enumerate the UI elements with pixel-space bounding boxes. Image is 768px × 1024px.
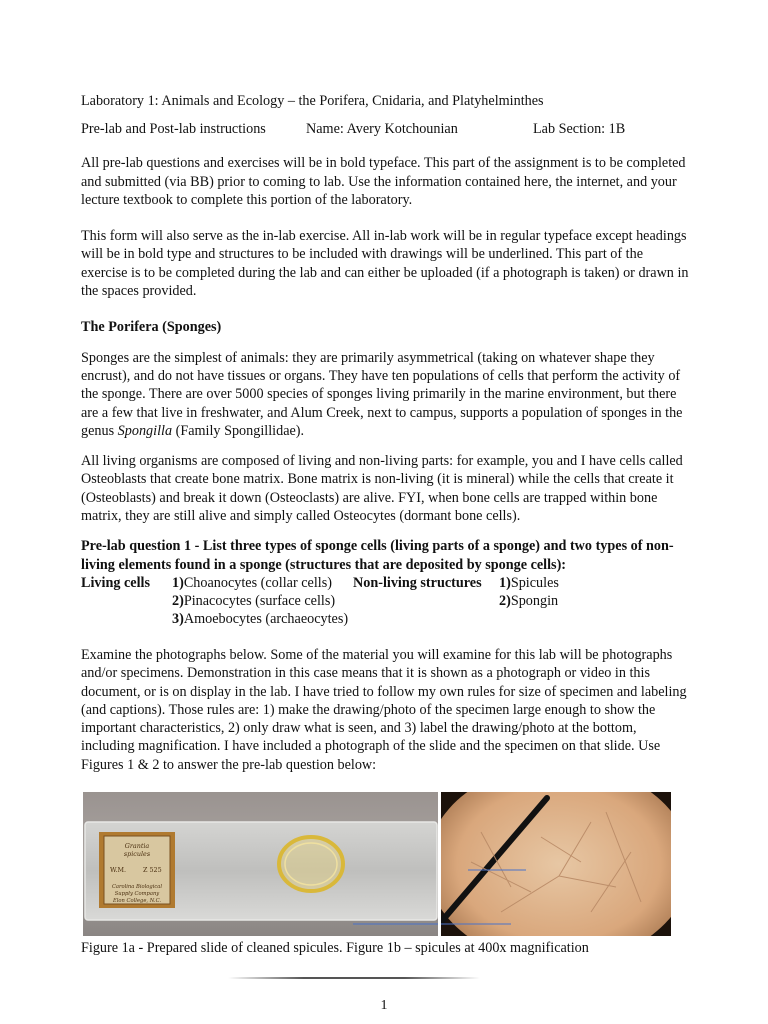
lab-title: Laboratory 1: Animals and Ecology – the Porifera, Cnidaria, and Platyhelminthes — [81, 93, 544, 109]
footer-divider — [228, 977, 480, 979]
slide-label-text: spicules — [123, 850, 151, 858]
paragraph-sponges — [81, 349, 691, 440]
nonliving-label: Non-living structures — [353, 574, 482, 591]
slide-label-text: Grantia — [124, 842, 150, 850]
paragraph-prelab-intro: All pre-lab questions and exercises will be in bold typeface. This part of the assignment is to be completed and submitted (via BB) prior to coming to lab. Use the information contained here, the internet, and your lecture textbook to complete this portion of the laboratory. — [81, 155, 686, 208]
paragraph-living-parts: All living organisms are composed of living and non-living parts: for example, you and I have cells called Osteoblasts that create bone matrix. Bone matrix is non-living (it is mineral) while the cells that create it (Osteoblasts) and break it down (Osteoclasts) are alive. FYI, when bone cells are trapped within bone matrix, they are still alive and simply called Osteocytes (dormant bone cells). — [81, 453, 683, 525]
heading-porifera: The Porifera (Sponges) — [81, 319, 222, 336]
document-body — [81, 92, 691, 774]
prelab-question-1: Pre-lab question 1 - List three types of sponge cells (living parts of a sponge) and two types of non-living elements found in a sponge (structures that are deposited by sponge cells): — [81, 538, 674, 573]
living-answer-3: 3) Amoebocytes (archaeocytes) — [172, 610, 349, 627]
slide-label-text: Carolina Biological — [111, 884, 163, 890]
info-row — [81, 120, 691, 139]
lab-section: Lab Section: 1B — [533, 121, 626, 138]
slide-label-text: Z 525 — [143, 866, 162, 874]
genus-name: Spongilla — [117, 422, 173, 439]
figure-1a-slide-photo — [83, 792, 438, 936]
nonliving-answer-1: 1) Spicules — [499, 574, 559, 591]
paragraph-inlab-intro: This form will also serve as the in-lab exercise. All in-lab work will be in regular typeface except headings will be in bold type and structures to be included with drawings will be underlined. This part of the exercise is to be completed during the lab and can either be uploaded (if a photograph is taken) or drawn in the spaces provided. — [81, 228, 689, 300]
question-1-answers — [81, 574, 691, 630]
slide-label-text: Supply Company — [114, 891, 160, 897]
instructions-label: Pre-lab and Post-lab instructions — [81, 121, 266, 138]
slide-label-text: W.M. — [110, 866, 127, 874]
nonliving-answer-2: 2) Spongin — [499, 592, 559, 609]
paragraph-examine-photos: Examine the photographs below. Some of the material you will examine for this lab will be photographs and/or specimens. Demonstration in this case means that it is shown as a photograph or video in this document, or is on display in the lab. I have tried to follow my own rules for size of specimen and labeling (and captions). Those rules are: 1) make the drawing/photo of the specimen large enough to show the important characteristics, 2) only draw what is seen, and 3) label the drawing/photo at the bottom, including magnification. I have included a photograph of the slide and the specimen on that slide. Use Figures 1 & 2 to answer the pre-lab question below: — [81, 646, 687, 773]
sponges-text-end: (Family Spongillidae). — [172, 422, 305, 439]
living-answer-2: 2) Pinacocytes (surface cells) — [172, 592, 336, 609]
figure-1b-microscope-photo — [441, 792, 671, 936]
figure-1 — [83, 792, 671, 936]
page-number: 1 — [380, 998, 388, 1013]
figure-caption: Figure 1a - Prepared slide of cleaned spicules. Figure 1b – spicules at 400x magnification — [81, 940, 589, 956]
student-name: Name: Avery Kotchounian — [306, 121, 458, 138]
sponges-text: Sponges are the simplest of animals: they are primarily asymmetrical (taking on whatever shape they encrust), and do not have tissues or organs. They have ten populations of cells that perform the activity of the sponge. There are over 5000 species of sponges living primarily in the marine environment, but there are a few that live in freshwater, and Alum Creek, next to campus, supports a population of sponges in the genus — [81, 349, 683, 439]
living-answer-1: 1) Choanocytes (collar cells) — [172, 574, 332, 591]
living-cells-label: Living cells — [81, 574, 150, 591]
slide-label-text: Elon College, N.C. — [112, 898, 162, 904]
